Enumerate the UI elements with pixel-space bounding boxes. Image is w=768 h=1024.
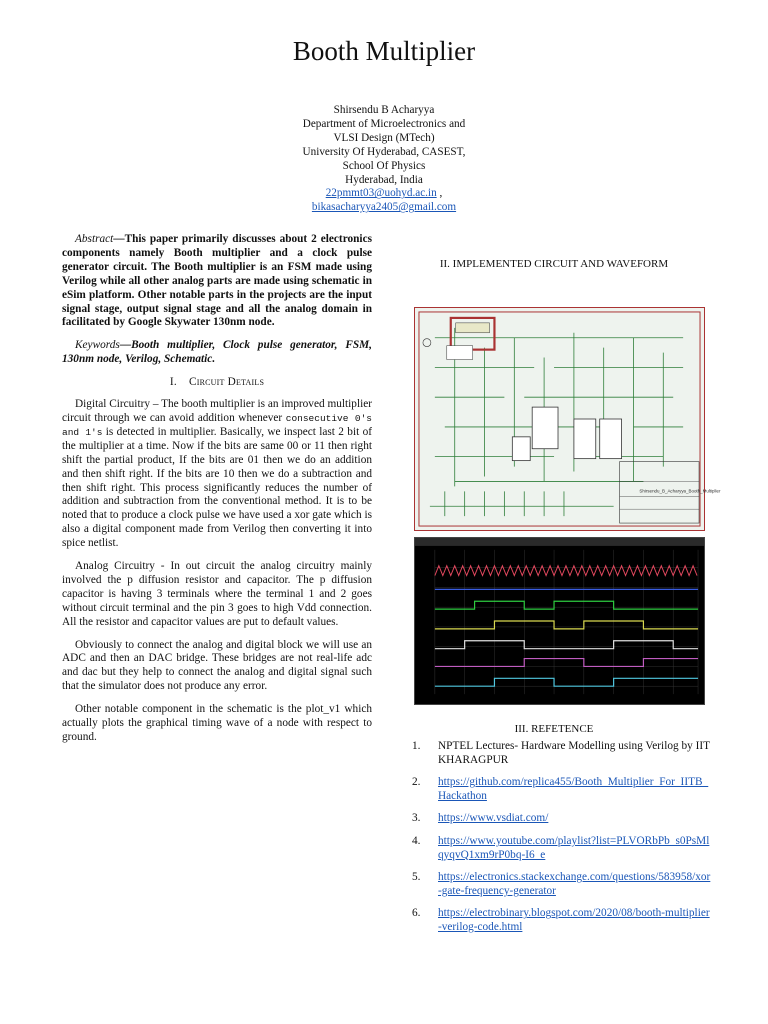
text-run: Digital Circuitry – The booth multiplier is an improved multiplier circuit through we can avoid addition whenever bbox=[62, 398, 372, 424]
author-name: Shirsendu B Acharyya bbox=[333, 104, 435, 116]
schematic-figure bbox=[414, 307, 721, 531]
paragraph-plot-v1: Other notable component in the schematic is the plot_v1 which actually plots the graphical timing wave of a node with respect to ground. bbox=[62, 703, 372, 743]
reference-number: 6. bbox=[412, 907, 421, 920]
reference-item bbox=[412, 835, 712, 862]
reference-link[interactable]: https://www.youtube.com/playlist?list=PLVORbPb_s0PsMlqyqvQ1xm9rP0bq-I6_e bbox=[438, 834, 710, 861]
reference-text: NPTEL Lectures- Hardware Modelling using Verilog by IIT KHARAGPUR bbox=[438, 740, 710, 766]
paragraph-adc-dac: Obviously to connect the analog and digital block we will use an ADC and then an DAC bridge. These bridges are not real-life adc and dac but they help to connect the analog and digital signal such that the simulator does not produce any error. bbox=[62, 638, 372, 693]
author-affiliation: Department of Microelectronics and bbox=[302, 117, 466, 130]
schematic-caption: Shirsendu_B_Acharyya_Booth_Multiplier bbox=[639, 488, 721, 494]
reference-item bbox=[412, 871, 712, 898]
keywords-text: Booth multiplier, Clock pulse generator, FSM, 130nm node, Verilog, Schematic. bbox=[62, 339, 372, 366]
reference-item bbox=[412, 812, 712, 826]
author-location: Hyderabad, India bbox=[345, 173, 423, 186]
reference-number: 3. bbox=[412, 812, 421, 825]
reference-item bbox=[412, 776, 712, 803]
reference-item bbox=[412, 740, 712, 767]
email-link-2[interactable]: bikasacharyya2405@gmail.com bbox=[311, 201, 457, 214]
mono-text-run: consecutive 0's and 1's bbox=[62, 412, 372, 438]
author-block bbox=[234, 104, 534, 215]
reference-number: 1. bbox=[412, 740, 421, 752]
reference-link[interactable]: https://electrobinary.blogspot.com/2020/08/booth-multiplier-verilog-code.html bbox=[438, 907, 710, 933]
reference-number: 2. bbox=[412, 776, 421, 789]
keywords bbox=[62, 339, 372, 367]
waveform-figure bbox=[414, 537, 705, 705]
section-heading-reference: III. REFETENCE bbox=[514, 723, 594, 735]
email-separator: , bbox=[436, 187, 443, 200]
keywords-dash: — bbox=[119, 339, 132, 352]
keywords-label: Keywords bbox=[75, 339, 120, 352]
section-heading-circuit-details bbox=[62, 376, 372, 390]
abstract-text: This paper primarily discusses about 2 electronics components namely Booth multiplier and a clock pulse generator circuit. The Booth multiplier is an FSM made using Verilog while all other analog parts are made using schematic in eSim platform. Other notable parts in the projects are the input signal stage, output signal stage and all the analog domain in facilitated by Google Skywater 130nm node. bbox=[62, 233, 372, 329]
section-heading-implemented-circuit: II. IMPLEMENTED CIRCUIT AND WAVEFORM bbox=[439, 258, 669, 270]
paragraph-digital-circuitry bbox=[62, 398, 372, 551]
reference-number: 4. bbox=[412, 834, 421, 847]
abstract bbox=[62, 233, 372, 330]
reference-link[interactable]: https://github.com/replica455/Booth_Multiplier_For_IITB_Hackathon bbox=[438, 776, 709, 802]
paper-title: Booth Multiplier bbox=[292, 36, 476, 66]
reference-link[interactable]: https://electronics.stackexchange.com/questions/583958/xor-gate-frequency-generator bbox=[438, 871, 711, 897]
author-emails bbox=[234, 187, 534, 201]
reference-number: 5. bbox=[412, 871, 421, 884]
abstract-label: Abstract bbox=[75, 233, 114, 245]
left-column bbox=[62, 233, 372, 754]
abstract-dash: — bbox=[113, 233, 125, 245]
reference-link[interactable]: https://www.vsdiat.com/ bbox=[438, 812, 549, 825]
section-title: Circuit Details bbox=[189, 376, 265, 389]
author-affiliation: School Of Physics bbox=[342, 159, 426, 172]
reference-item bbox=[412, 907, 712, 934]
paragraph-analog-circuitry: Analog Circuitry - In out circuit the analog circuitry mainly involved the p diffusion resistor and capacitor. The p diffusion capacitor is having 3 terminals where the terminal 1 and 2 goes without circuit terminal and the pin 3 goes to high Vdd connection. All the resistor and capacitor values are put to default values. bbox=[62, 560, 372, 628]
reference-list bbox=[412, 740, 712, 944]
section-numeral: I. bbox=[169, 376, 177, 389]
author-affiliation: VLSI Design (MTech) bbox=[333, 131, 435, 144]
author-affiliation: University Of Hyderabad, CASEST, bbox=[302, 145, 466, 158]
text-run: is detected in multiplier. Basically, we inspect last 2 bit of the multiplier at a time. Now if the bits are same 00 or 11 then right shift the partial product, If the bits are 01 then we do an addition and then shift right. If the bits are 10 then we do a subtraction and then shift right. This process significantly reduces the number of addition and subtraction from the conventional method. It is to be noted that to produce a clock pulse we have used a xor gate which is also a digital component made from Verilog then converting it into spice netlist. bbox=[62, 425, 372, 550]
email-link-1[interactable]: 22pmmt03@uohyd.ac.in bbox=[325, 187, 437, 200]
